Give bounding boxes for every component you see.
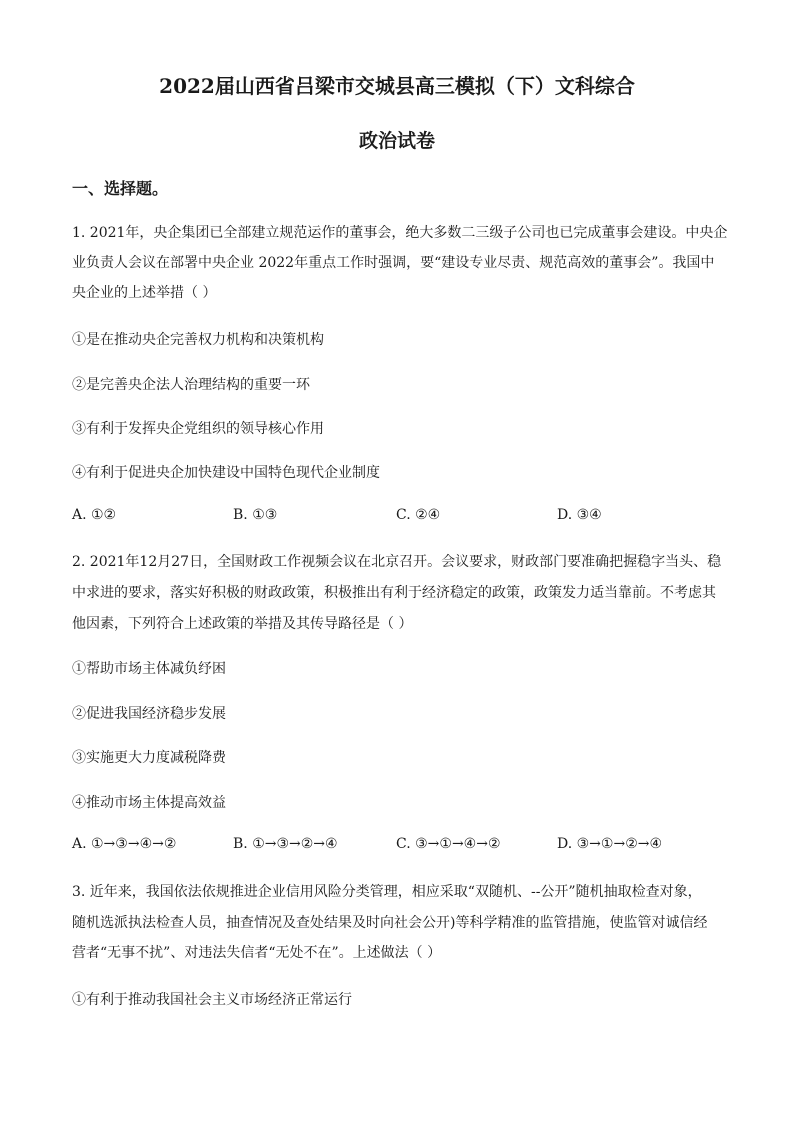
q3-stem-line: 营者“无事不扰”、对违法失信者“无处不在”。上述做法（ ） [72,945,442,961]
q1-option-d: D. ③④ [557,507,602,523]
exam-title: 2022届山西省吕梁市交城县高三模拟（下）文科综合 [159,74,635,98]
q1-stem-line: 1. 2021年，央企集团已全部建立规范运作的董事会，绝大多数二三级子公司也已完成董事会建设。中央企 [72,225,728,241]
q2-stem-line: 他因素，下列符合上述政策的举措及其传导路径是（ ） [72,616,413,632]
q2-stem-line: 2. 2021年12月27日，全国财政工作视频会议在北京召开。会议要求，财政部门要准确把握稳字当头、稳 [72,554,722,570]
q1-stem-line: 央企业的上述举措（ ） [72,285,217,301]
q2-statement: ③实施更大力度减税降费 [72,750,226,766]
q1-statement: ③有利于发挥央企党组织的领导核心作用 [72,421,324,437]
q1-option-b: B. ①③ [233,507,278,523]
q2-option-d: D. ③→①→②→④ [557,836,663,852]
q1-statement: ①是在推动央企完善权力机构和决策机构 [72,332,324,348]
q2-option-a: A. ①→③→④→② [72,836,177,852]
q3-statement: ①有利于推动我国社会主义市场经济正常运行 [72,992,352,1008]
q1-statement: ②是完善央企法人治理结构的重要一环 [72,377,310,393]
q1-option-c: C. ②④ [396,507,441,523]
q2-statement: ④推动市场主体提高效益 [72,795,226,811]
q3-stem-line: 3. 近年来，我国依法依规推进企业信用风险分类管理，相应采取“双随机、--公开”随机抽取检查对象， [72,884,702,900]
q2-option-b: B. ①→③→②→④ [233,836,338,852]
exam-subtitle: 政治试卷 [358,130,435,152]
q1-stem-line: 业负责人会议在部署中央企业 2022年重点工作时强调，要“建设专业尽责、规范高效的董事会”。我国中 [72,255,715,271]
q2-statement: ②促进我国经济稳步发展 [72,706,226,722]
q1-statement: ④有利于促进央企加快建设中国特色现代企业制度 [72,465,380,481]
q3-stem-line: 随机选派执法检查人员，抽查情况及查处结果及时向社会公开)等科学精准的监管措施，使监管对诚信经 [72,915,708,931]
section-heading: 一、选择题。 [72,179,169,198]
q2-stem-line: 中求进的要求，落实好积极的财政政策，积极推出有利于经济稳定的政策，政策发力适当靠前。不考虑其 [72,585,716,601]
q2-statement: ①帮助市场主体减负纾困 [72,661,226,677]
q1-option-a: A. ①② [72,507,117,523]
q2-option-c: C. ③→①→④→② [396,836,501,852]
